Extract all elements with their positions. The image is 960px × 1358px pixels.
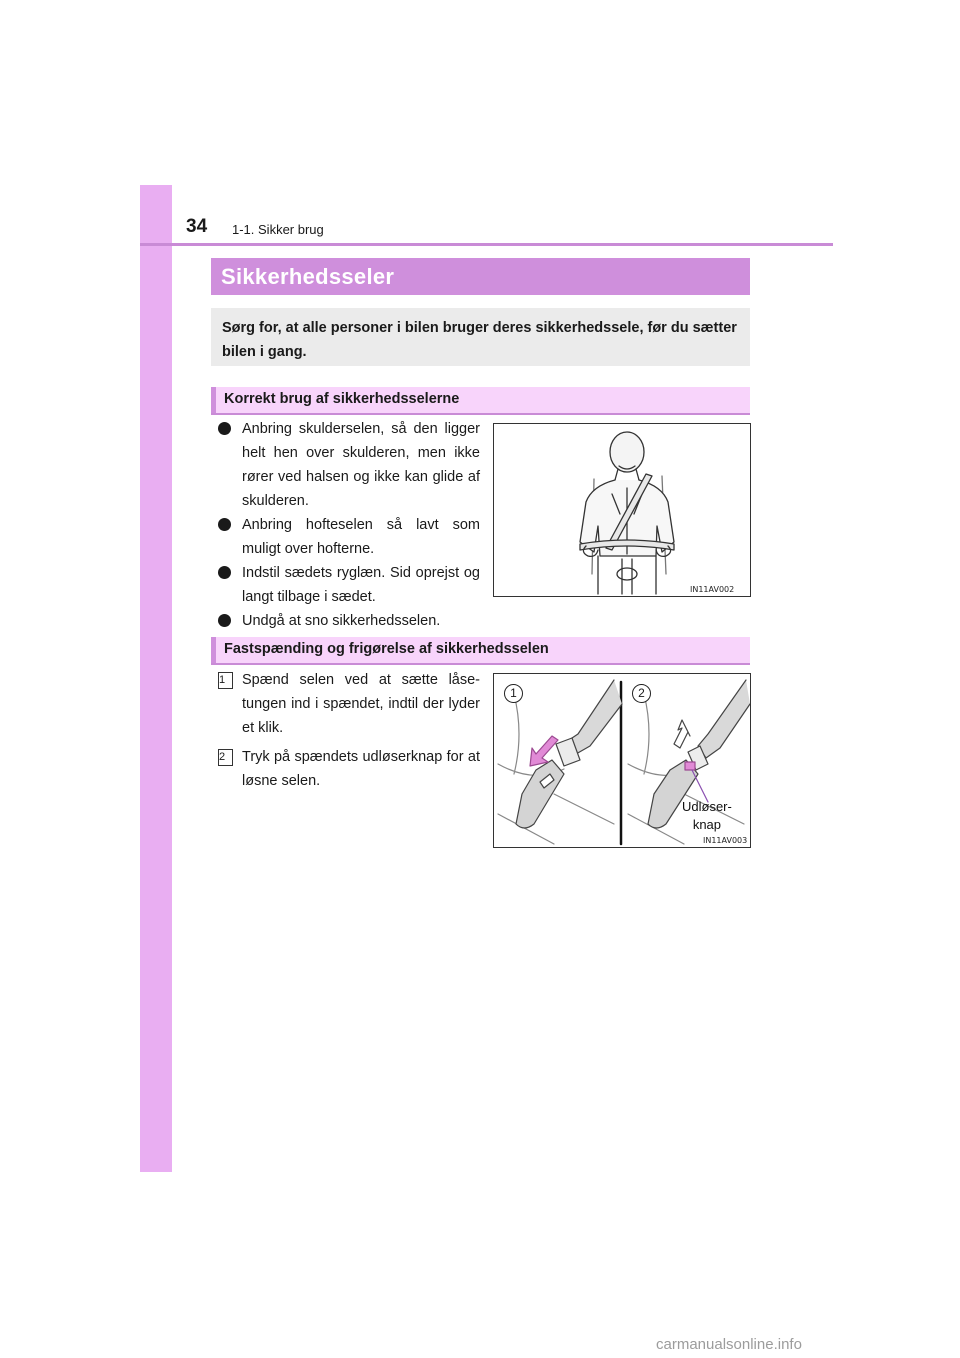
list-item-text: Undgå at sno sikkerhedsselen.	[242, 613, 441, 629]
step-item	[218, 668, 480, 740]
bullet-list	[218, 417, 480, 633]
seated-person-illustration	[494, 424, 750, 596]
subheading-correct-use	[211, 387, 750, 415]
bullet-icon	[218, 422, 231, 435]
callout-line-1: Udløser-	[682, 799, 732, 814]
panel-label-2: 2	[632, 684, 651, 703]
page-number: 34	[186, 216, 208, 237]
figure-code: IN11AV003	[703, 836, 748, 845]
intro-box	[211, 308, 750, 366]
figure-code: IN11AV002	[690, 585, 735, 594]
header-rule	[140, 243, 833, 246]
intro-text: Sørg for, at alle personer i bilen bruger deres sikkerhedssele, før du sætter bilen i gang.	[222, 320, 737, 360]
step-item	[218, 745, 480, 793]
bullet-icon	[218, 518, 231, 531]
buckle-figure	[493, 673, 751, 848]
subheading-fasten-release	[211, 637, 750, 665]
list-item	[218, 513, 480, 561]
side-tab-bar	[140, 185, 172, 1172]
list-item	[218, 417, 480, 513]
title-band	[211, 258, 750, 295]
bullet-icon	[218, 614, 231, 627]
steps-list	[218, 668, 480, 798]
seated-person-figure	[493, 423, 751, 597]
list-item	[218, 609, 480, 633]
callout-line-2: knap	[692, 817, 722, 832]
release-button-callout	[682, 798, 732, 834]
step-text: Tryk på spændets udløserknap for at løsne selen.	[242, 749, 480, 789]
list-item-text: Indstil sædets ryglæn. Sid oprejst og langt tilbage i sædet.	[242, 565, 480, 605]
watermark: carmanualsonline.info	[656, 1336, 802, 1353]
subheading-fasten-release-label: Fastspænding og frigørelse af sikkerhedsselen	[224, 641, 549, 657]
panel-label-1: 1	[504, 684, 523, 703]
page-title: Sikkerhedsseler	[221, 264, 395, 289]
section-reference: 1-1. Sikker brug	[232, 222, 324, 237]
bullet-icon	[218, 566, 231, 579]
list-item	[218, 561, 480, 609]
step-text: Spænd selen ved at sætte låse-tungen ind i spændet, indtil der lyder et klik.	[242, 672, 480, 736]
step-number: 1	[218, 672, 233, 689]
list-item-text: Anbring skulderselen, så den ligger helt hen over skulderen, men ikke rører ved halsen og ikke kan glide af skulderen.	[242, 421, 480, 509]
subheading-correct-use-label: Korrekt brug af sikkerhedsselerne	[224, 391, 460, 407]
list-item-text: Anbring hofteselen så lavt som muligt over hofterne.	[242, 517, 480, 557]
step-number: 2	[218, 749, 233, 766]
